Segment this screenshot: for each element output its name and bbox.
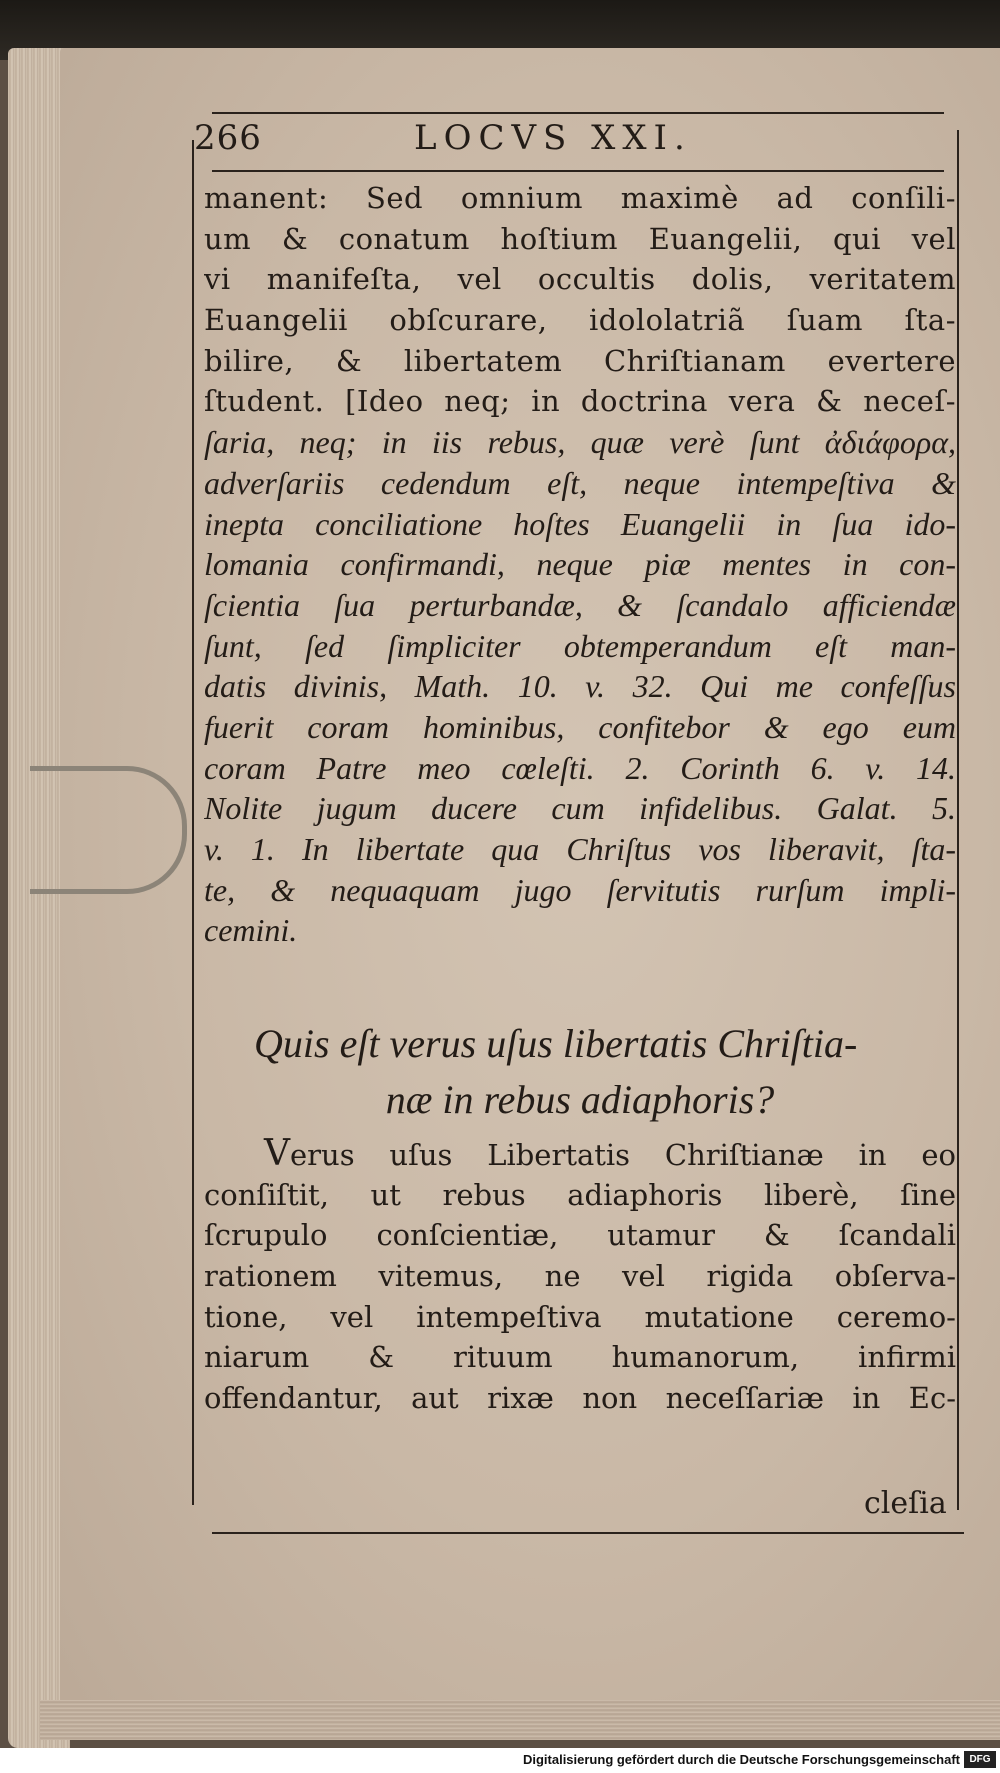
text-line: vi manifeſta, vel occultis dolis, veritatem [204, 262, 956, 297]
answer-line: offendantur, aut rixæ non neceſſariæ in Ec- [204, 1381, 956, 1416]
frame-rule-bottom [212, 1532, 964, 1534]
answer-line: rationem vitemus, ne vel rigida obſerva- [204, 1259, 956, 1294]
bookmark-ribbon [30, 766, 187, 894]
text-line: ſunt, ſed ſimpliciter obtemperandum eſt man- [204, 627, 956, 664]
answer-line: Verus uſus Libertatis Chriſtianæ in eo [264, 1134, 956, 1174]
page-title: LOCVS XXI. [414, 118, 692, 158]
frame-rule-right [957, 130, 959, 1510]
text-line: v. 1. In libertate qua Chriſtus vos liberavit, ſta- [204, 831, 956, 867]
text-line: ſcientia ſua perturbandæ, & ſcandalo afficiendæ [204, 586, 956, 623]
answer-line: ſcrupulo conſcientiæ, utamur & ſcandali [204, 1218, 956, 1253]
text-line: cemini. [204, 912, 298, 949]
drop-cap: V [264, 1134, 290, 1174]
page-number: 266 [194, 118, 262, 158]
text-line: Nolite jugum ducere cum infidelibus. Galat. 5. [204, 790, 956, 827]
text-line: datis divinis, Math. 10. v. 32. Qui me confeſſus [204, 668, 956, 705]
text-line: inepta conciliatione hoſtes Euangelii in ſua ido- [204, 505, 956, 542]
footer-bar [0, 1748, 1000, 1773]
text-line: ſtudent. [Ideo neq; in doctrina vera & neceſ- [204, 384, 956, 419]
text-line: lomania confirmandi, neque piæ mentes in con- [204, 546, 956, 583]
dfg-logo-icon: DFG [964, 1751, 996, 1768]
frame-rule-left [192, 140, 194, 1505]
answer-line: tione, vel intempeſtiva mutatione ceremo- [204, 1299, 956, 1334]
text-line: te, & nequaquam jugo ſervitutis rurſum impli- [204, 871, 956, 908]
answer-line: niarum & rituum humanorum, infirmi [204, 1340, 956, 1375]
text-line: um & conatum hoſtium Euangelii, qui vel [204, 221, 956, 256]
question-line: Quis eſt verus uſus libertatis Chriſtia- [254, 1021, 858, 1066]
text-line: manent: Sed omnium maximè ad conſili- [204, 181, 956, 215]
question-line: næ in rebus adiaphoris? [385, 1077, 775, 1122]
running-head [194, 118, 954, 168]
text-line: ſaria, neq; in iis rebus, quæ verè ſunt ἀδιάφορα, [204, 424, 956, 461]
text-line: coram Patre meo cœleſti. 2. Corinth 6. v. 14. [204, 749, 956, 786]
answer-text [204, 1134, 956, 1419]
text-line: fuerit coram hominibus, confitebor & ego eum [204, 708, 956, 745]
frame-rule-top [212, 112, 944, 114]
answer-line: conſiſtit, ut rebus adiaphoris liberè, ſine [204, 1177, 956, 1212]
frame-rule-head [212, 170, 944, 172]
question-heading [204, 1016, 956, 1128]
catchword: cleſia [864, 1486, 947, 1521]
text-line: adverſariis cedendum eſt, neque intempeſtiva & [204, 464, 956, 501]
bottom-page-edges [40, 1700, 1000, 1740]
body-text [204, 178, 956, 951]
text-line: bilire, & libertatem Chriſtianam evertere [204, 343, 956, 378]
text-line: Euangelii obſcurare, idololatriã ſuam ſta- [204, 303, 956, 338]
footer-credit: Digitalisierung gefördert durch die Deutsche Forschungsgemeinschaft [522, 1752, 960, 1767]
